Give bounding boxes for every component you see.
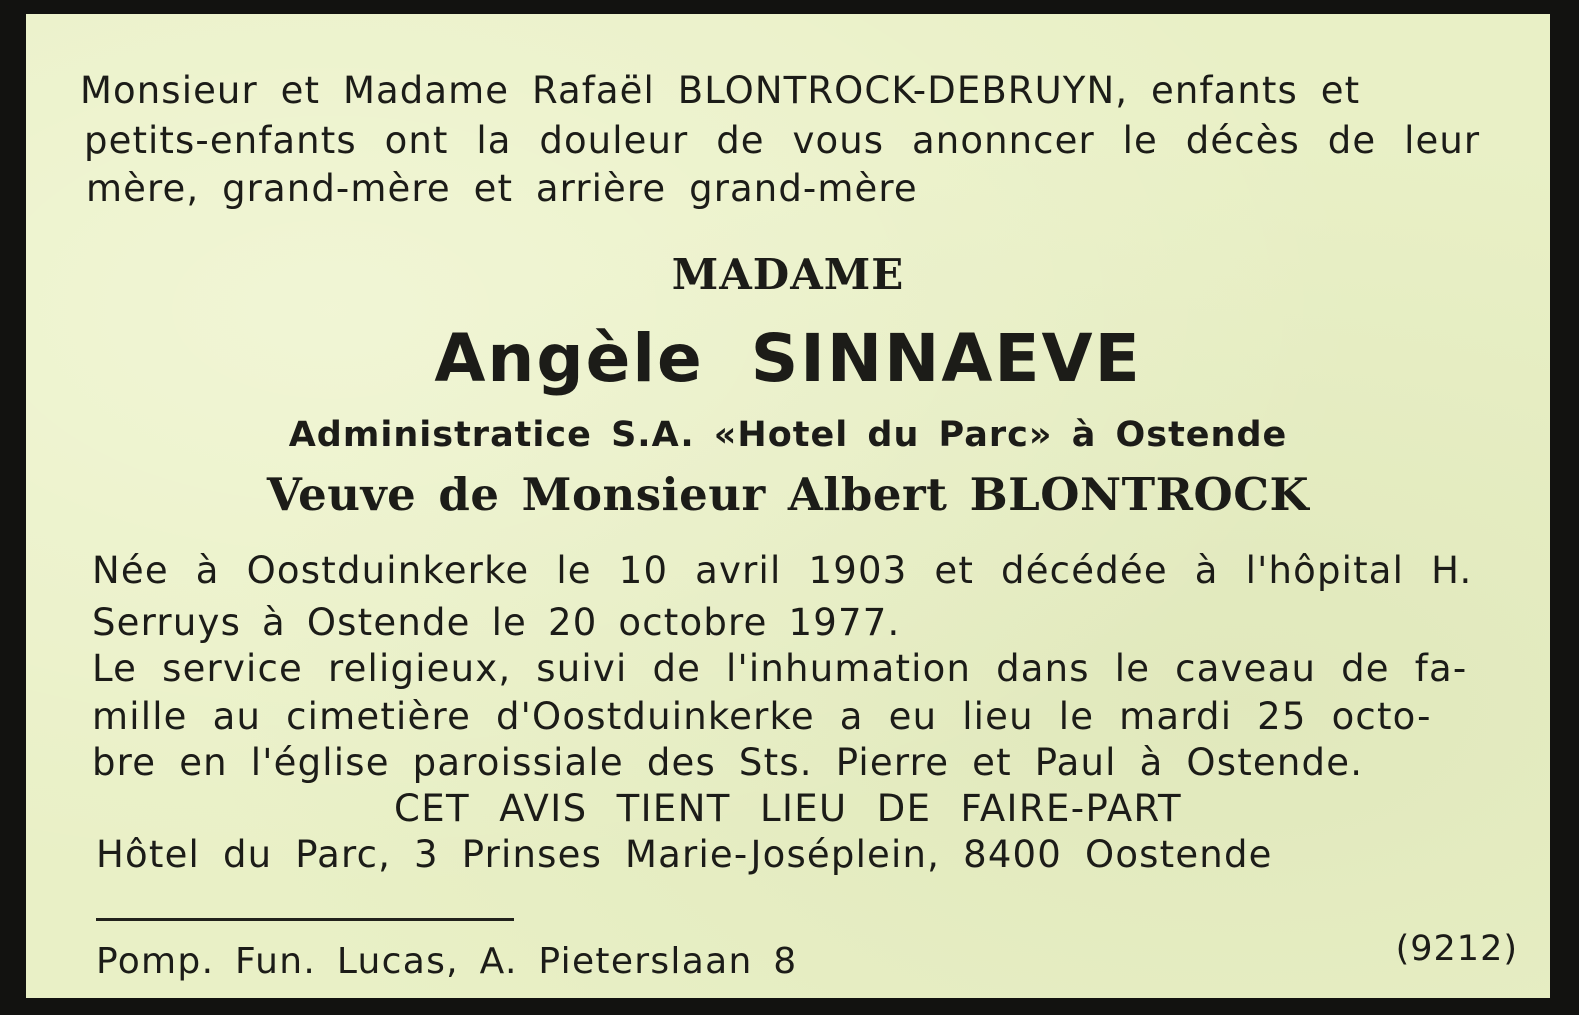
body-line-5: bre en l'église paroissiale des Sts. Pierre et Paul à Ostende. bbox=[92, 741, 1364, 784]
body-line-3: Le service religieux, suivi de l'inhumation dans le caveau de fa- bbox=[92, 647, 1468, 690]
intro-line-2: petits-enfants ont la douleur de vous anonncer le décès de leur bbox=[84, 119, 1481, 162]
deceased-role: Administratice S.A. «Hotel du Parc» à Ostende bbox=[288, 415, 1288, 455]
address-line: Hôtel du Parc, 3 Prinses Marie-Joséplein, 8400 Oostende bbox=[96, 833, 1273, 876]
intro-line-3: mère, grand-mère et arrière grand-mère bbox=[86, 167, 918, 210]
deceased-title: MADAME bbox=[671, 250, 905, 299]
intro-line-1: Monsieur et Madame Rafaël BLONTROCK-DEBRUYN, enfants et bbox=[80, 69, 1361, 112]
widow-line: Veuve de Monsieur Albert BLONTROCK bbox=[266, 468, 1310, 521]
death-notice bbox=[26, 14, 1550, 998]
body-line-1: Née à Oostduinkerke le 10 avril 1903 et décédée à l'hôpital H. bbox=[92, 549, 1473, 592]
faire-part-notice: CET AVIS TIENT LIEU DE FAIRE-PART bbox=[394, 787, 1182, 830]
funeral-home: Pomp. Fun. Lucas, A. Pieterslaan 8 bbox=[96, 941, 798, 982]
deceased-name: Angèle SINNAEVE bbox=[434, 320, 1142, 397]
body-line-4: mille au cimetière d'Oostduinkerke a eu lieu le mardi 25 octo- bbox=[92, 695, 1432, 738]
footer-divider bbox=[96, 918, 514, 921]
body-line-2: Serruys à Ostende le 20 octobre 1977. bbox=[92, 601, 901, 644]
reference-number: (9212) bbox=[1395, 929, 1518, 969]
